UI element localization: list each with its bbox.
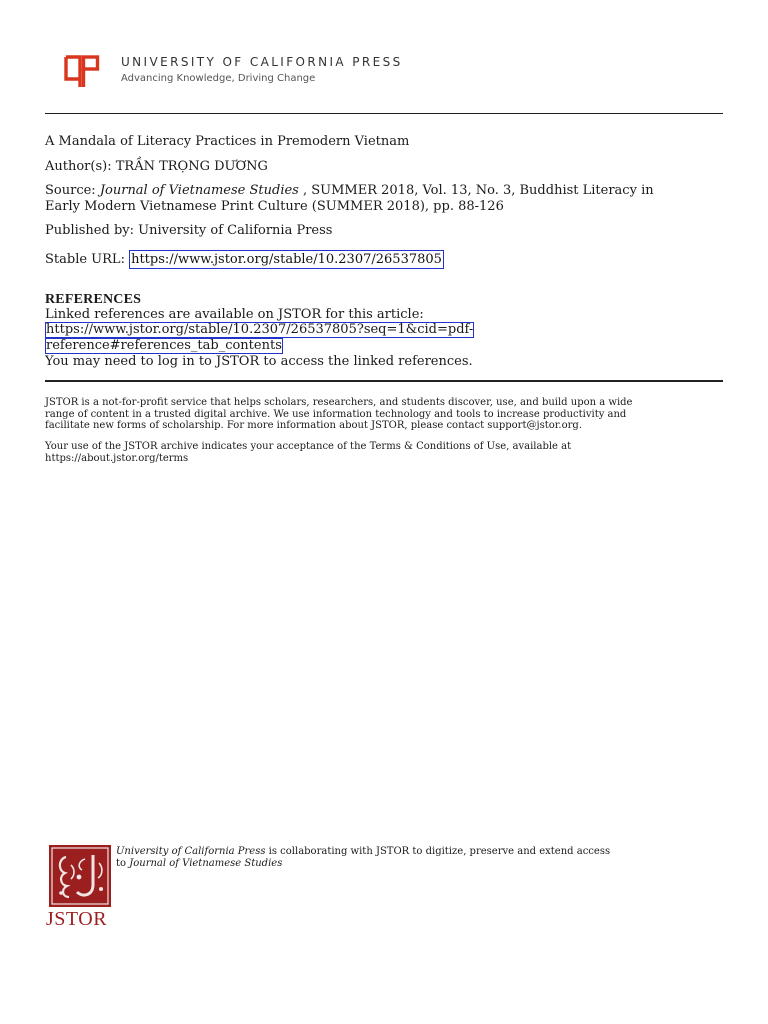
source-line	[45, 183, 654, 199]
top-divider	[45, 113, 723, 114]
journal-name: Journal of Vietnamese Studies	[99, 183, 299, 198]
about-line-3: facilitate new forms of scholarship. For more information about JSTOR, please contact support@jstor.org.	[45, 420, 582, 431]
references-login-note: You may need to log in to JSTOR to access the linked references.	[45, 354, 473, 369]
references-intro: Linked references are available on JSTOR for this article:	[45, 307, 424, 322]
publisher-name: UNIVERSITY OF CALIFORNIA PRESS	[121, 55, 403, 69]
stable-url-link[interactable]: https://www.jstor.org/stable/10.2307/26537805	[131, 252, 442, 267]
jstor-logo-icon	[49, 845, 111, 907]
references-block	[45, 307, 725, 369]
references-link-part1[interactable]: https://www.jstor.org/stable/10.2307/26537805?seq=1&cid=pdf-	[46, 322, 474, 337]
terms-line-1: Your use of the JSTOR archive indicates your acceptance of the Terms & Conditions of Use, available at	[45, 441, 572, 452]
terms-link[interactable]: https://about.jstor.org/terms	[45, 452, 189, 464]
terms-paragraph	[45, 441, 725, 464]
publisher-link: University of California Press	[138, 223, 333, 238]
publisher-tagline: Advancing Knowledge, Driving Change	[121, 73, 316, 84]
collab-to: to	[116, 857, 130, 869]
source-label: Source:	[45, 183, 100, 198]
author-label: Author(s):	[45, 159, 116, 174]
references-link-part2[interactable]: reference#references_tab_contents	[46, 338, 282, 353]
collab-text: is collaborating with JSTOR to digitize, preserve and extend access	[265, 846, 611, 857]
jstor-wordmark: JSTOR	[46, 908, 108, 930]
about-line-1: JSTOR is a not-for-profit service that helps scholars, researchers, and students discover, use, and build upon a wide	[45, 397, 633, 408]
ucp-logo-icon	[64, 55, 100, 89]
collab-publisher: University of California Press	[116, 846, 266, 857]
stable-url-label: Stable URL:	[45, 252, 130, 267]
references-heading: REFERENCES	[45, 292, 142, 307]
source-details: , SUMMER 2018, Vol. 13, No. 3, Buddhist Literacy in	[298, 183, 654, 198]
published-line	[45, 223, 332, 239]
stable-url-line	[45, 252, 444, 268]
collab-journal: Journal of Vietnamese Studies	[129, 857, 283, 869]
author-name: TRẦN TRỌNG DƯƠNG	[115, 159, 268, 174]
jstor-about-paragraph	[45, 397, 725, 432]
about-line-2: range of content in a trusted digital archive. We use information technology and tools to increase productivity and	[45, 408, 627, 420]
middle-divider	[45, 380, 723, 382]
article-title: A Mandala of Literacy Practices in Premodern Vietnam	[45, 134, 410, 149]
collaboration-note	[116, 846, 716, 869]
author-line	[45, 159, 268, 175]
published-label: Published by:	[45, 223, 139, 238]
source-details-2: Early Modern Vietnamese Print Culture (SUMMER 2018), pp. 88-126	[45, 199, 504, 214]
